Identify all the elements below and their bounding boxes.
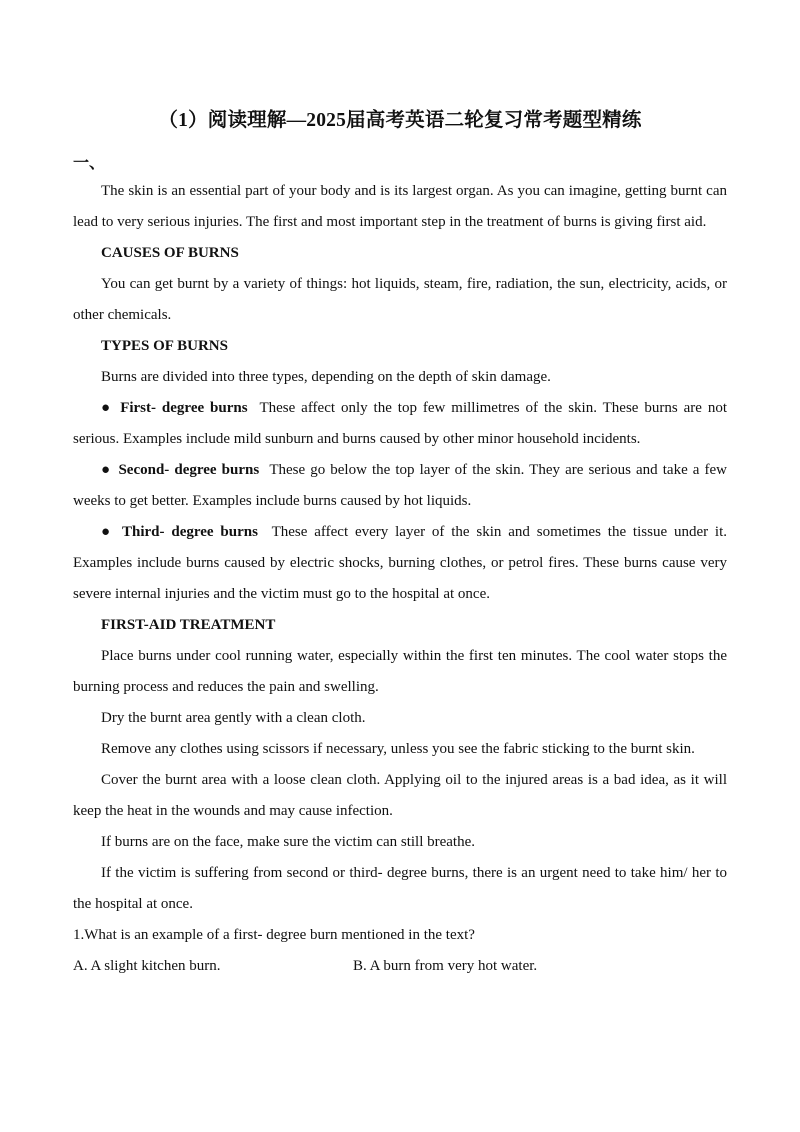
type-description: These affect only the top few millimetres of the skin. These burns are not serious. Examples include mild sunburn and burns caused by other minor household incidents.	[73, 400, 728, 447]
section-marker: 一、	[73, 155, 106, 172]
option-a: A. A slight kitchen burn.	[73, 958, 221, 974]
type-item-second-degree	[73, 455, 727, 517]
passage-body	[73, 176, 727, 982]
type-term: Second- degree burns	[118, 462, 260, 478]
bullet-icon: ●	[101, 400, 113, 416]
treatment-paragraph: Dry the burnt area gently with a clean cloth.	[101, 710, 366, 726]
causes-paragraph: You can get burnt by a variety of things: hot liquids, steam, fire, radiation, the sun, electricity, acids, or other chemicals.	[73, 276, 727, 323]
type-item-third-degree	[73, 517, 727, 610]
answer-options	[73, 951, 727, 982]
types-intro-paragraph: Burns are divided into three types, depending on the depth of skin damage.	[101, 369, 551, 385]
type-description: These go below the top layer of the skin. They are serious and take a few weeks to get better. Examples include burns caused by hot liquids.	[73, 462, 728, 509]
treatment-paragraph: Place burns under cool running water, especially within the first ten minutes. The cool water stops the burning process and reduces the pain and swelling.	[73, 648, 727, 695]
heading-treatment: FIRST-AID TREATMENT	[101, 617, 276, 633]
question-text: 1.What is an example of a first- degree burn mentioned in the text?	[73, 927, 475, 943]
bullet-icon: ●	[101, 524, 114, 540]
bullet-icon: ●	[101, 462, 112, 478]
heading-types: TYPES OF BURNS	[101, 338, 228, 354]
intro-paragraph: The skin is an essential part of your body and is its largest organ. As you can imagine, getting burnt can lead to very serious injuries. The first and most important step in the treatment of burns is giving first aid.	[73, 183, 727, 230]
treatment-paragraph: Cover the burnt area with a loose clean cloth. Applying oil to the injured areas is a bad idea, as it will keep the heat in the wounds and may cause infection.	[73, 772, 727, 819]
type-term: Third- degree burns	[122, 524, 258, 540]
type-description: These affect every layer of the skin and sometimes the tissue under it. Examples include burns caused by electric shocks, burning clothes, or petrol fires. These burns cause very severe internal injuries and the victim must go to the hospital at once.	[73, 524, 728, 602]
option-b: B. A burn from very hot water.	[353, 958, 538, 974]
treatment-paragraph: If the victim is suffering from second or third- degree burns, there is an urgent need to take him/ her to the hospital at once.	[73, 865, 727, 912]
treatment-paragraph: If burns are on the face, make sure the victim can still breathe.	[101, 834, 476, 850]
heading-causes: CAUSES OF BURNS	[101, 245, 239, 261]
type-item-first-degree	[73, 393, 727, 455]
type-term: First- degree burns	[120, 400, 248, 416]
page-title: （1）阅读理解—2025届高考英语二轮复习常考题型精练	[158, 110, 642, 131]
treatment-paragraph: Remove any clothes using scissors if necessary, unless you see the fabric sticking to the burnt skin.	[101, 741, 695, 757]
